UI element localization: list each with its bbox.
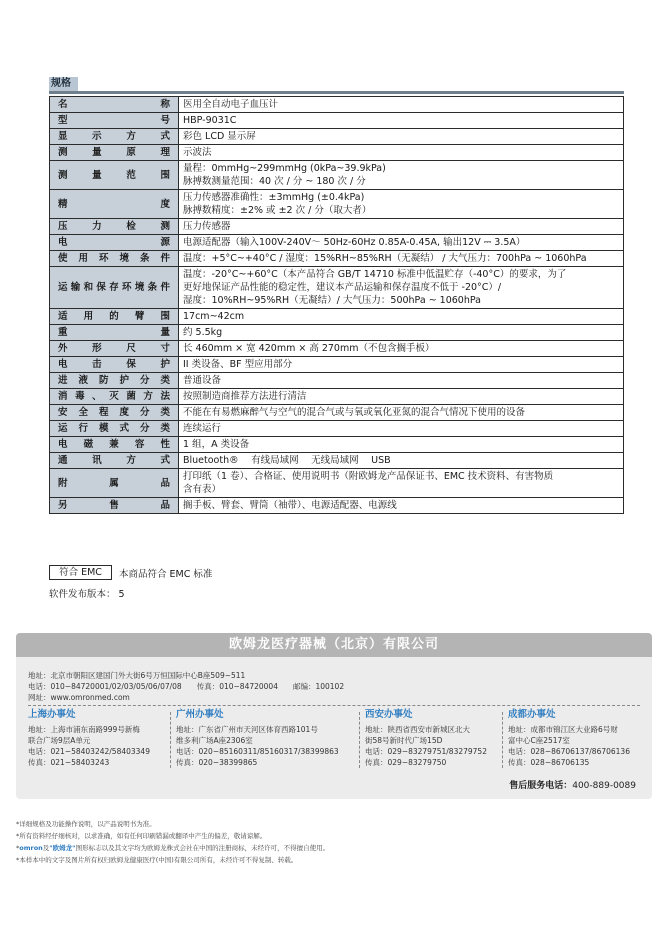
company-name: 欧姆龙医疗器械（北京）有限公司 xyxy=(16,633,652,657)
spec-value-cell xyxy=(179,469,624,498)
spec-value-line: 示波法 xyxy=(183,147,212,158)
office-xian xyxy=(365,709,487,768)
spec-value-cell xyxy=(179,113,624,129)
spec-label: 电源 xyxy=(58,237,170,248)
spec-row xyxy=(50,145,624,161)
spec-value-cell xyxy=(179,341,624,357)
spec-label-cell xyxy=(50,469,179,498)
spec-row xyxy=(50,357,624,373)
spec-value-line: 脉搏数精度：±2% 或 ±2 次 / 分（取大者） xyxy=(183,205,372,216)
spec-row xyxy=(50,437,624,453)
office-line: 电话：020−85160311/85160317/38399863 xyxy=(176,747,339,756)
hq-web: 网址：www.omronmed.com xyxy=(28,693,130,702)
spec-value-cell xyxy=(179,219,624,235)
spec-label-cell xyxy=(50,113,179,129)
divider xyxy=(502,712,503,768)
spec-value-line: 电源适配器（输入100V-240V～ 50Hz-60Hz 0.85A-0.45A, 输出12V ⎓ 3.5A） xyxy=(183,237,526,248)
spec-row xyxy=(50,190,624,219)
spec-row xyxy=(50,325,624,341)
spec-value-line: 湿度：10%RH~95%RH（无凝结）/ 大气压力：500hPa ~ 1060hPa xyxy=(183,295,481,306)
spec-value-line: 脉搏数测量范围：40 次 / 分 ~ 180 次 / 分 xyxy=(183,176,366,187)
footnote: *详细规格及功能操作说明，以产品说明书为准。 xyxy=(16,820,156,828)
spec-value-cell xyxy=(179,190,624,219)
spec-value-cell xyxy=(179,437,624,453)
office-line: 传真：021−58403243 xyxy=(28,758,110,767)
spec-value-cell xyxy=(179,389,624,405)
spec-row xyxy=(50,453,624,469)
spec-value-line: 温度：-20°C~+60°C（本产品符合 GB/T 14710 标准中低温贮存（-40°C）的要求，为了 xyxy=(183,269,567,280)
spec-label: 显示方式 xyxy=(58,131,170,142)
spec-row xyxy=(50,469,624,498)
office-line: 传真：029−83279750 xyxy=(365,758,447,767)
spec-value-line: 1 组，A 类设备 xyxy=(183,439,250,450)
spec-label-cell xyxy=(50,161,179,190)
spec-table xyxy=(49,96,624,514)
spec-label: 压力检测 xyxy=(58,221,170,232)
spec-row xyxy=(50,309,624,325)
spec-label: 适用的臂围 xyxy=(58,311,170,322)
spec-value-line: 搁手板、臂套、臂筒（袖带）、电源适配器、电源线 xyxy=(183,500,397,511)
spec-label: 进液防护分类 xyxy=(58,375,170,386)
service-label: 售后服务电话： xyxy=(509,781,573,791)
spec-label: 测量范围 xyxy=(58,169,170,181)
spec-value-cell xyxy=(179,251,624,267)
spec-value-line: 普通设备 xyxy=(183,375,222,386)
spec-label-cell xyxy=(50,190,179,219)
spec-label-cell xyxy=(50,97,179,113)
spec-row xyxy=(50,389,624,405)
spec-label-cell xyxy=(50,145,179,161)
spec-label: 安全程度分类 xyxy=(58,407,170,418)
spec-value-line: 压力传感器 xyxy=(183,221,231,232)
spec-label: 运行模式分类 xyxy=(58,423,170,434)
hq-info xyxy=(28,670,344,703)
spec-label: 消毒、灭菌方法 xyxy=(58,391,170,402)
spec-value-line: 按照制造商推荐方法进行清洁 xyxy=(183,391,307,402)
footnotes xyxy=(16,818,329,866)
spec-value-cell xyxy=(179,405,624,421)
spec-value-cell xyxy=(179,267,624,309)
software-version: 软件发布版本： 5 xyxy=(49,589,125,600)
office-line: 电话：029−83279751/83279752 xyxy=(365,747,487,756)
spec-label: 电击保护 xyxy=(58,359,170,370)
spec-value-line: Bluetooth® 有线局域网 无线局域网 USB xyxy=(183,455,391,466)
spec-row xyxy=(50,341,624,357)
divider xyxy=(28,705,640,706)
footnote: *所有资料经仔细核对，以求准确，如有任何印刷错漏或翻译中产生的偏差，敬请谅解。 xyxy=(16,832,267,840)
spec-value-cell xyxy=(179,453,624,469)
spec-label-cell xyxy=(50,498,179,514)
office-line: 街58号新时代广场15D xyxy=(365,736,443,745)
hq-address: 地址：北京市朝阳区建国门外大街6号万恒国际中心B座509~511 xyxy=(28,671,246,680)
spec-value-line: 打印纸（1 卷）、合格证、使用说明书（附欧姆龙产品保证书、EMC 技术资料、有害物质 xyxy=(183,471,554,482)
spec-value-cell xyxy=(179,498,624,514)
spec-label-cell xyxy=(50,129,179,145)
spec-label-cell xyxy=(50,437,179,453)
spec-row xyxy=(50,251,624,267)
office-line: 地址：上海市浦东南路999号新梅 xyxy=(28,725,140,734)
footnote-prefix: * xyxy=(16,844,20,852)
emc-statement: 本商品符合 EMC 标准 xyxy=(119,569,213,580)
office-line: 地址：成都市锦江区大业路6号财 xyxy=(508,725,618,734)
spec-value-cell xyxy=(179,97,624,113)
spec-row xyxy=(50,113,624,129)
omron-logo-text: omron xyxy=(19,844,43,852)
spec-row xyxy=(50,498,624,514)
office-line: 维多利广场A座2306室 xyxy=(176,736,253,745)
spec-value-line: 约 5.5kg xyxy=(183,327,223,338)
office-guangzhou xyxy=(176,709,339,768)
spec-row xyxy=(50,129,624,145)
spec-value-line: 连续运行 xyxy=(183,423,222,434)
spec-value-cell xyxy=(179,145,624,161)
service-phone: 400-889-0089 xyxy=(572,781,636,791)
spec-label-cell xyxy=(50,235,179,251)
spec-label-cell xyxy=(50,389,179,405)
spec-label: 使用环境条件 xyxy=(58,253,170,264)
spec-label: 通讯方式 xyxy=(58,455,170,466)
footnote: *本样本中的文字及图片所有权归欧姆龙健康医疗(中国)有限公司所有，未经许可不得复制、转载。 xyxy=(16,856,298,864)
office-line: 传真：028−86706135 xyxy=(508,758,590,767)
spec-label: 另售品 xyxy=(58,500,170,511)
spec-value-cell xyxy=(179,129,624,145)
spec-row xyxy=(50,405,624,421)
spec-row xyxy=(50,373,624,389)
spec-label: 运输和保存环境条件 xyxy=(58,282,170,293)
footnote-mid: 及 xyxy=(42,844,50,852)
spec-value-line: 含有表） xyxy=(183,484,222,495)
spec-label-cell xyxy=(50,325,179,341)
spec-label: 电磁兼容性 xyxy=(58,439,170,450)
office-name: 广州办事处 xyxy=(176,709,224,720)
emc-badge: 符合 EMC xyxy=(49,565,112,580)
section-tag: 规格 xyxy=(49,77,78,91)
spec-row xyxy=(50,161,624,190)
spec-value-cell xyxy=(179,325,624,341)
spec-label-cell xyxy=(50,405,179,421)
divider xyxy=(359,712,360,768)
spec-label: 名称 xyxy=(58,99,170,110)
spec-value-line: 彩色 LCD 显示屏 xyxy=(183,131,256,142)
spec-value-line: II 类设备、BF 型应用部分 xyxy=(183,359,293,370)
office-name: 西安办事处 xyxy=(365,709,413,720)
spec-label-cell xyxy=(50,309,179,325)
office-shanghai xyxy=(28,709,150,768)
spec-label: 精度 xyxy=(58,198,170,210)
divider xyxy=(170,712,171,768)
spec-value-line: 压力传感器准确性：±3mmHg (±0.4kPa) xyxy=(183,192,365,203)
office-line: 联合广场9层A单元 xyxy=(28,736,91,745)
spec-label: 型号 xyxy=(58,115,170,126)
omron-cn-logo-text: "欧姆龙" xyxy=(49,844,76,852)
spec-label-cell xyxy=(50,251,179,267)
spec-label-cell xyxy=(50,421,179,437)
spec-value-line: 医用全自动电子血压计 xyxy=(183,99,279,110)
office-line: 电话：028−86706137/86706136 xyxy=(508,747,630,756)
spec-value-line: 温度：+5°C~+40°C / 湿度：15%RH~85%RH（无凝结） / 大气压力：700hPa ~ 1060hPa xyxy=(183,253,587,264)
spec-value-line: 17cm~42cm xyxy=(183,311,245,322)
spec-row xyxy=(50,97,624,113)
spec-label-cell xyxy=(50,341,179,357)
spec-value-cell xyxy=(179,357,624,373)
spec-value-cell xyxy=(179,309,624,325)
spec-row xyxy=(50,219,624,235)
office-name: 成都办事处 xyxy=(508,709,556,720)
spec-value-line: 长 460mm × 宽 420mm × 高 270mm（不包含搁手板） xyxy=(183,343,435,354)
office-line: 地址：广东省广州市天河区体育西路101号 xyxy=(176,725,318,734)
spec-value-cell xyxy=(179,235,624,251)
office-line: 地址：陕西省西安市新城区北大 xyxy=(365,725,470,734)
spec-row xyxy=(50,267,624,309)
spec-label: 附属品 xyxy=(58,477,170,489)
hq-phone: 电话：010−84720001/02/03/05/06/07/08 传真：010−84720004 邮编：100102 xyxy=(28,682,345,691)
spec-label-cell xyxy=(50,373,179,389)
spec-value-line: HBP-9031C xyxy=(183,115,237,126)
spec-label-cell xyxy=(50,219,179,235)
office-name: 上海办事处 xyxy=(28,709,76,720)
spec-label: 测量原理 xyxy=(58,147,170,158)
spec-row xyxy=(50,235,624,251)
spec-label: 重量 xyxy=(58,327,170,338)
spec-row xyxy=(50,421,624,437)
service-hotline xyxy=(509,778,636,791)
spec-value-line: 不能在有易燃麻醉气与空气的混合气或与氧或氧化亚氮的混合气情况下使用的设备 xyxy=(183,407,526,418)
spec-value-line: 量程：0mmHg~299mmHg (0kPa~39.9kPa) xyxy=(183,163,386,174)
office-chengdu xyxy=(508,709,630,768)
office-line: 富中心C座2517室 xyxy=(508,736,570,745)
spec-label-cell xyxy=(50,453,179,469)
spec-value-cell xyxy=(179,373,624,389)
footnote-trademark xyxy=(16,842,329,854)
office-line: 电话：021−58403242/58403349 xyxy=(28,747,150,756)
spec-label-cell xyxy=(50,357,179,373)
section-rule xyxy=(49,91,624,94)
spec-label: 外形尺寸 xyxy=(58,343,170,354)
spec-label-cell xyxy=(50,267,179,309)
spec-value-cell xyxy=(179,421,624,437)
spec-value-line: 更好地保证产品性能的稳定性，建议本产品运输和保存温度不低于 -20°C）/ xyxy=(183,282,502,293)
office-line: 传真：020−38399865 xyxy=(176,758,258,767)
footnote-suffix: 图形标志以及其文字均为欧姆龙株式会社在中国的注册商标，未经许可，不得擅自使用。 xyxy=(75,844,330,852)
spec-value-cell xyxy=(179,161,624,190)
